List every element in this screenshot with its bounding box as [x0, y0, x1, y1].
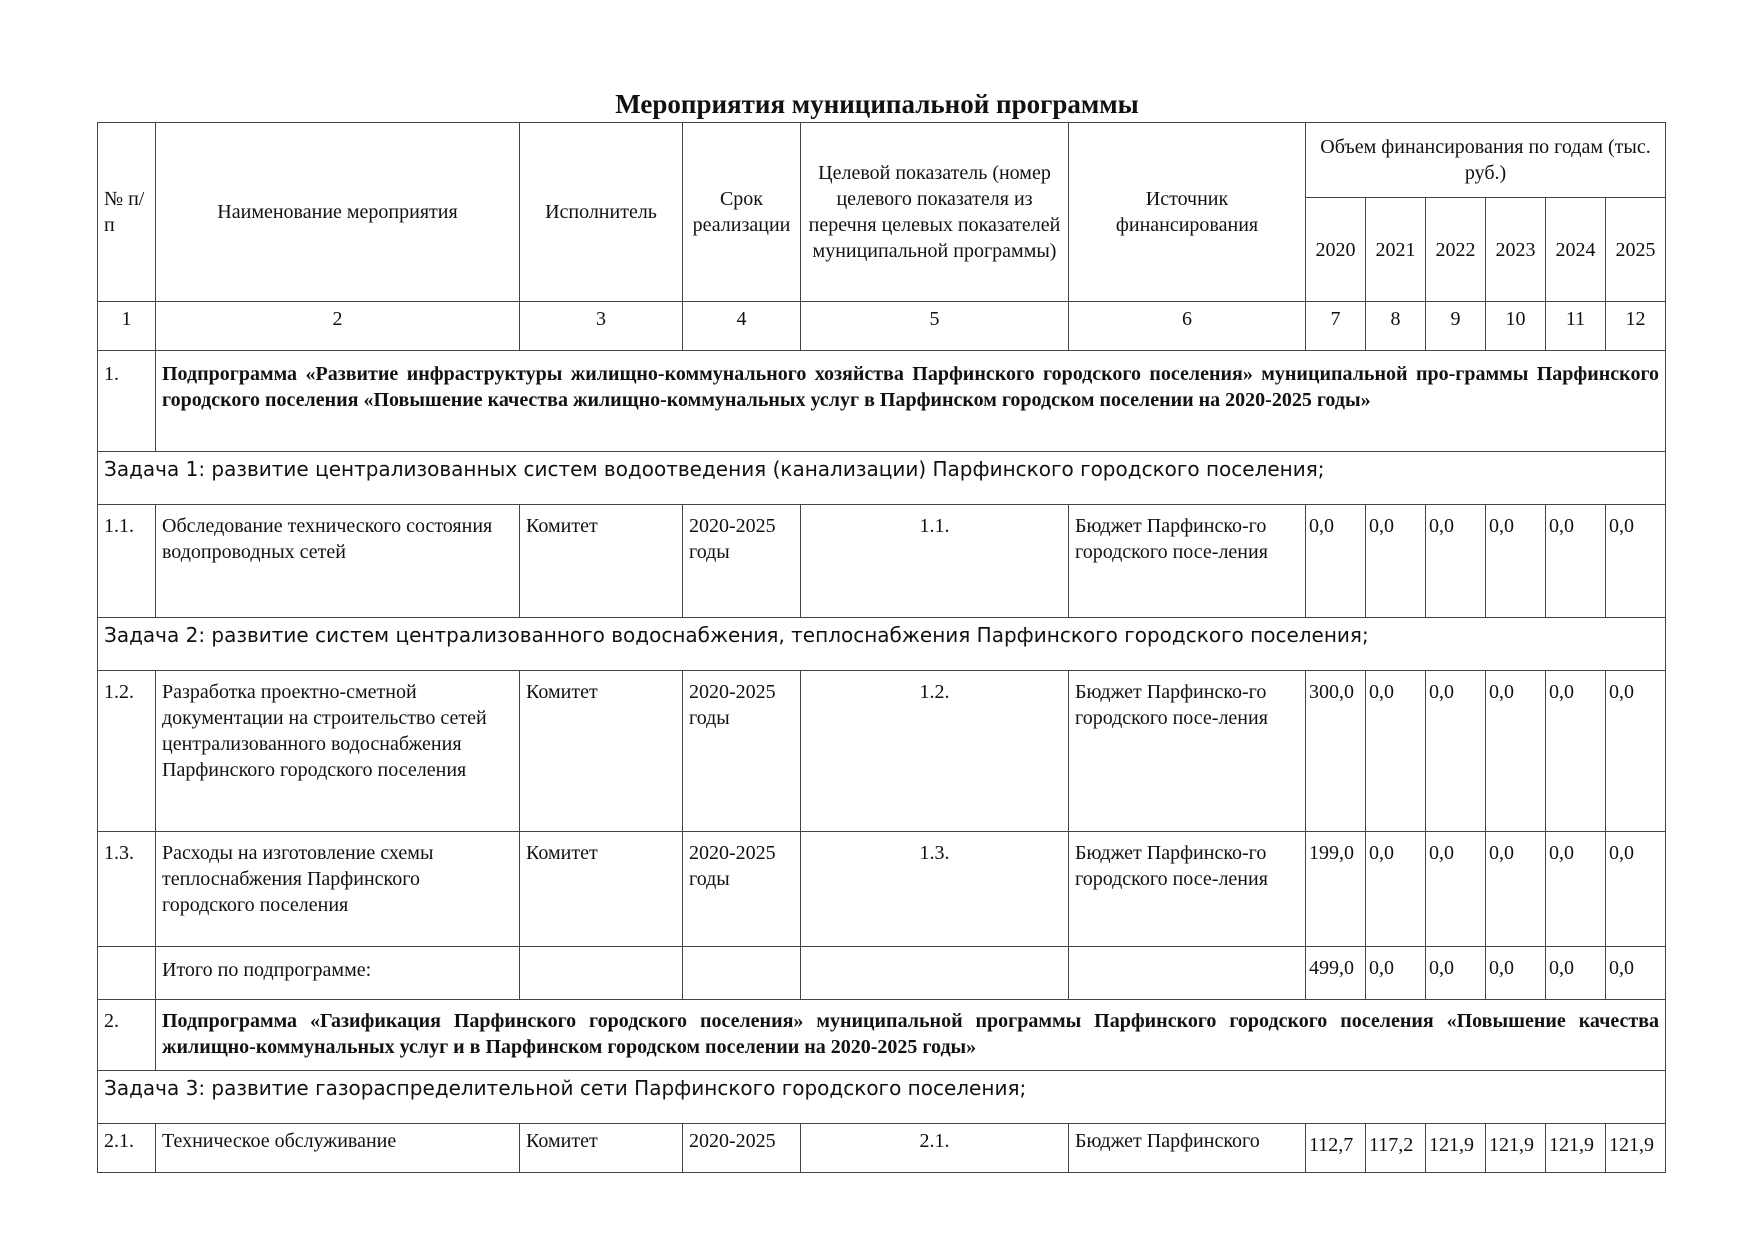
year-2022: 2022 — [1426, 198, 1486, 302]
row-source: Бюджет Парфинско-го городского посе-ления — [1069, 505, 1306, 618]
header-indicator: Целевой показатель (номер целевого показателя из перечня целевых показателей муниципальной программы) — [801, 123, 1069, 302]
empty-cell — [1069, 947, 1306, 1000]
col-number: 4 — [683, 302, 801, 351]
col-number: 5 — [801, 302, 1069, 351]
year-2024: 2024 — [1546, 198, 1606, 302]
row-term: 2020-2025 годы — [683, 671, 801, 832]
row-num: 1.1. — [98, 505, 156, 618]
total-label: Итого по подпрограмме: — [156, 947, 520, 1000]
col-number: 9 — [1426, 302, 1486, 351]
row-indicator: 1.1. — [801, 505, 1069, 618]
header-term: Срок реализации — [683, 123, 801, 302]
row-name: Техническое обслуживание — [156, 1124, 520, 1173]
year-2021: 2021 — [1366, 198, 1426, 302]
row-amount: 0,0 — [1426, 832, 1486, 947]
task-row — [98, 452, 1666, 505]
row-indicator: 1.3. — [801, 832, 1069, 947]
year-2023: 2023 — [1486, 198, 1546, 302]
row-term: 2020-2025 годы — [683, 505, 801, 618]
row-amount: 121,9 — [1426, 1124, 1486, 1173]
row-amount: 199,0 — [1306, 832, 1366, 947]
row-source: Бюджет Парфинского — [1069, 1124, 1306, 1173]
row-amount: 121,9 — [1546, 1124, 1606, 1173]
row-amount: 112,7 — [1306, 1124, 1366, 1173]
empty-cell — [801, 947, 1069, 1000]
col-number: 12 — [1606, 302, 1666, 351]
row-amount: 0,0 — [1366, 671, 1426, 832]
header-executor: Исполнитель — [520, 123, 683, 302]
row-executor: Комитет — [520, 832, 683, 947]
header-name: Наименование мероприятия — [156, 123, 520, 302]
header-num: № п/п — [98, 123, 156, 302]
col-number: 8 — [1366, 302, 1426, 351]
header-row — [98, 123, 1666, 198]
total-amount: 0,0 — [1426, 947, 1486, 1000]
row-source: Бюджет Парфинско-го городского посе-ления — [1069, 832, 1306, 947]
row-amount: 0,0 — [1366, 832, 1426, 947]
row-amount: 121,9 — [1486, 1124, 1546, 1173]
row-num: 1.3. — [98, 832, 156, 947]
row-indicator: 2.1. — [801, 1124, 1069, 1173]
row-name: Обследование технического состояния водопроводных сетей — [156, 505, 520, 618]
header-source: Источник финансирования — [1069, 123, 1306, 302]
year-2025: 2025 — [1606, 198, 1666, 302]
col-number: 1 — [98, 302, 156, 351]
row-num: 1.2. — [98, 671, 156, 832]
total-amount: 0,0 — [1606, 947, 1666, 1000]
row-executor: Комитет — [520, 1124, 683, 1173]
row-indicator: 1.2. — [801, 671, 1069, 832]
col-number: 6 — [1069, 302, 1306, 351]
subprogram-row — [98, 1000, 1666, 1071]
total-num — [98, 947, 156, 1000]
total-amount: 499,0 — [1306, 947, 1366, 1000]
table-row — [98, 505, 1666, 618]
page-title: Мероприятия муниципальной программы — [615, 89, 1139, 119]
row-name: Расходы на изготовление схемы теплоснабжения Парфинского городского поселения — [156, 832, 520, 947]
empty-cell — [683, 947, 801, 1000]
row-term: 2020-2025 — [683, 1124, 801, 1173]
row-term: 2020-2025 годы — [683, 832, 801, 947]
total-amount: 0,0 — [1486, 947, 1546, 1000]
empty-cell — [520, 947, 683, 1000]
row-amount: 0,0 — [1546, 505, 1606, 618]
subprogram-row — [98, 351, 1666, 452]
column-numbers-row — [98, 302, 1666, 351]
row-amount: 0,0 — [1306, 505, 1366, 618]
col-number: 2 — [156, 302, 520, 351]
task-text: Задача 2: развитие систем централизованного водоснабжения, теплоснабжения Парфинского городского поселения; — [98, 618, 1666, 671]
row-amount: 0,0 — [1366, 505, 1426, 618]
table-row — [98, 671, 1666, 832]
row-executor: Комитет — [520, 505, 683, 618]
row-source: Бюджет Парфинско-го городского посе-ления — [1069, 671, 1306, 832]
row-amount: 0,0 — [1606, 832, 1666, 947]
col-number: 3 — [520, 302, 683, 351]
task-text: Задача 1: развитие централизованных систем водоотведения (канализации) Парфинского городского поселения; — [98, 452, 1666, 505]
task-row — [98, 618, 1666, 671]
row-amount: 300,0 — [1306, 671, 1366, 832]
subprogram-title: Подпрограмма «Развитие инфраструктуры жилищно-коммунального хозяйства Парфинского городского поселения» муниципальной про-граммы Парфинского городского поселения «Повышение качества жилищно-коммунальных услуг в Парфинском городском поселении на 2020-2025 годы» — [156, 351, 1666, 452]
row-amount: 0,0 — [1486, 832, 1546, 947]
table-row — [98, 832, 1666, 947]
row-amount: 0,0 — [1606, 505, 1666, 618]
row-amount: 0,0 — [1546, 832, 1606, 947]
subprogram-num: 1. — [98, 351, 156, 452]
col-number: 11 — [1546, 302, 1606, 351]
row-name: Разработка проектно-сметной документации на строительство сетей централизованного водоснабжения Парфинского городского поселения — [156, 671, 520, 832]
row-amount: 117,2 — [1366, 1124, 1426, 1173]
subprogram-num: 2. — [98, 1000, 156, 1071]
measures-table — [97, 122, 1666, 1173]
subprogram-title: Подпрограмма «Газификация Парфинского городского поселения» муниципальной программы Парфинского городского поселения «Повышение качества жилищно-коммунальных услуг и в Парфинском городском поселении на 2020-2025 годы» — [156, 1000, 1666, 1071]
task-text: Задача 3: развитие газораспределительной сети Парфинского городского поселения; — [98, 1071, 1666, 1124]
row-amount: 0,0 — [1606, 671, 1666, 832]
total-amount: 0,0 — [1366, 947, 1426, 1000]
row-amount: 0,0 — [1546, 671, 1606, 832]
col-number: 10 — [1486, 302, 1546, 351]
row-amount: 0,0 — [1426, 505, 1486, 618]
col-number: 7 — [1306, 302, 1366, 351]
row-executor: Комитет — [520, 671, 683, 832]
task-row — [98, 1071, 1666, 1124]
total-row — [98, 947, 1666, 1000]
row-num: 2.1. — [98, 1124, 156, 1173]
row-amount: 0,0 — [1486, 505, 1546, 618]
total-amount: 0,0 — [1546, 947, 1606, 1000]
header-funding: Объем финансирования по годам (тыс. руб.) — [1306, 123, 1666, 198]
row-amount: 0,0 — [1486, 671, 1546, 832]
row-amount: 121,9 — [1606, 1124, 1666, 1173]
table-row — [98, 1124, 1666, 1173]
row-amount: 0,0 — [1426, 671, 1486, 832]
year-2020: 2020 — [1306, 198, 1366, 302]
